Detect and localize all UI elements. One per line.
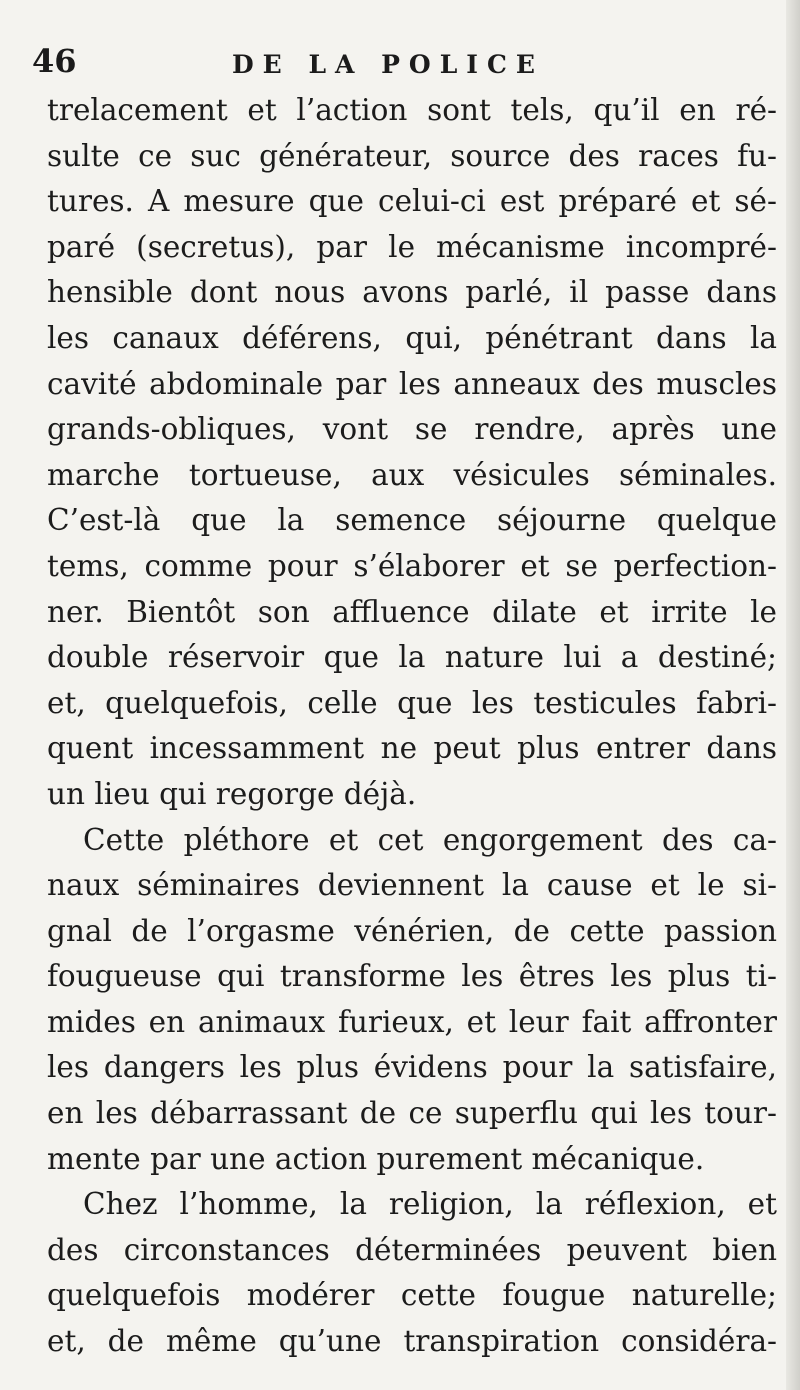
text-line: marche tortueuse, aux vésicules séminales. [47,457,777,492]
text-line: grands-obliques, vont se rendre, après une [47,412,777,447]
text-line: et, de même qu’une transpiration considéra- [47,1324,777,1359]
text-line: cavité abdominale par les anneaux des muscles [47,366,777,401]
running-head: DE LA POLICE [232,50,544,79]
body-text [47,88,777,1365]
page-header [32,40,562,90]
text-line: quent incessamment ne peut plus entrer dans [47,731,777,766]
text-line: ner. Bientôt son affluence dilate et irrite le [47,594,777,629]
text-line: gnal de l’orgasme vénérien, de cette passion [47,913,777,948]
text-line: paré (secretus), par le mécanisme incompré- [47,229,777,264]
text-line: des circonstances déterminées peuvent bien [47,1232,777,1267]
text-line: naux séminaires deviennent la cause et le si- [47,868,777,903]
text-line: double réservoir que la nature lui a destiné; [47,640,777,675]
text-line: hensible dont nous avons parlé, il passe dans [47,275,777,310]
text-line: les dangers les plus évidens pour la satisfaire, [47,1050,777,1085]
text-line: tems, comme pour s’élaborer et se perfection- [47,548,777,583]
text-line: sulte ce suc générateur, source des races fu- [47,138,777,173]
page-number: 46 [32,42,77,80]
text-line: tures. A mesure que celui-ci est préparé et sé- [47,184,777,219]
text-line: les canaux déférens, qui, pénétrant dans la [47,320,777,355]
text-line: C’est-là que la semence séjourne quelque [47,503,777,538]
paragraph-start-line: Chez l’homme, la religion, la réflexion, et [83,1187,777,1222]
page-edge [786,0,800,1390]
text-line: fougueuse qui transforme les êtres les plus ti- [47,959,777,994]
paragraph-end-line: mente par une action purement mécanique. [47,1141,705,1176]
text-line: trelacement et l’action sont tels, qu’il en ré- [47,93,777,127]
text-line: quelquefois modérer cette fougue naturelle; [47,1278,777,1313]
text-line: mides en animaux furieux, et leur fait affronter [47,1004,777,1039]
paragraph-start-line: Cette pléthore et cet engorgement des ca- [83,822,777,857]
text-line: en les débarrassant de ce superflu qui les tour- [47,1096,777,1131]
text-line: et, quelquefois, celle que les testicules fabri- [47,685,777,720]
paragraph-end-line: un lieu qui regorge déjà. [47,776,417,811]
